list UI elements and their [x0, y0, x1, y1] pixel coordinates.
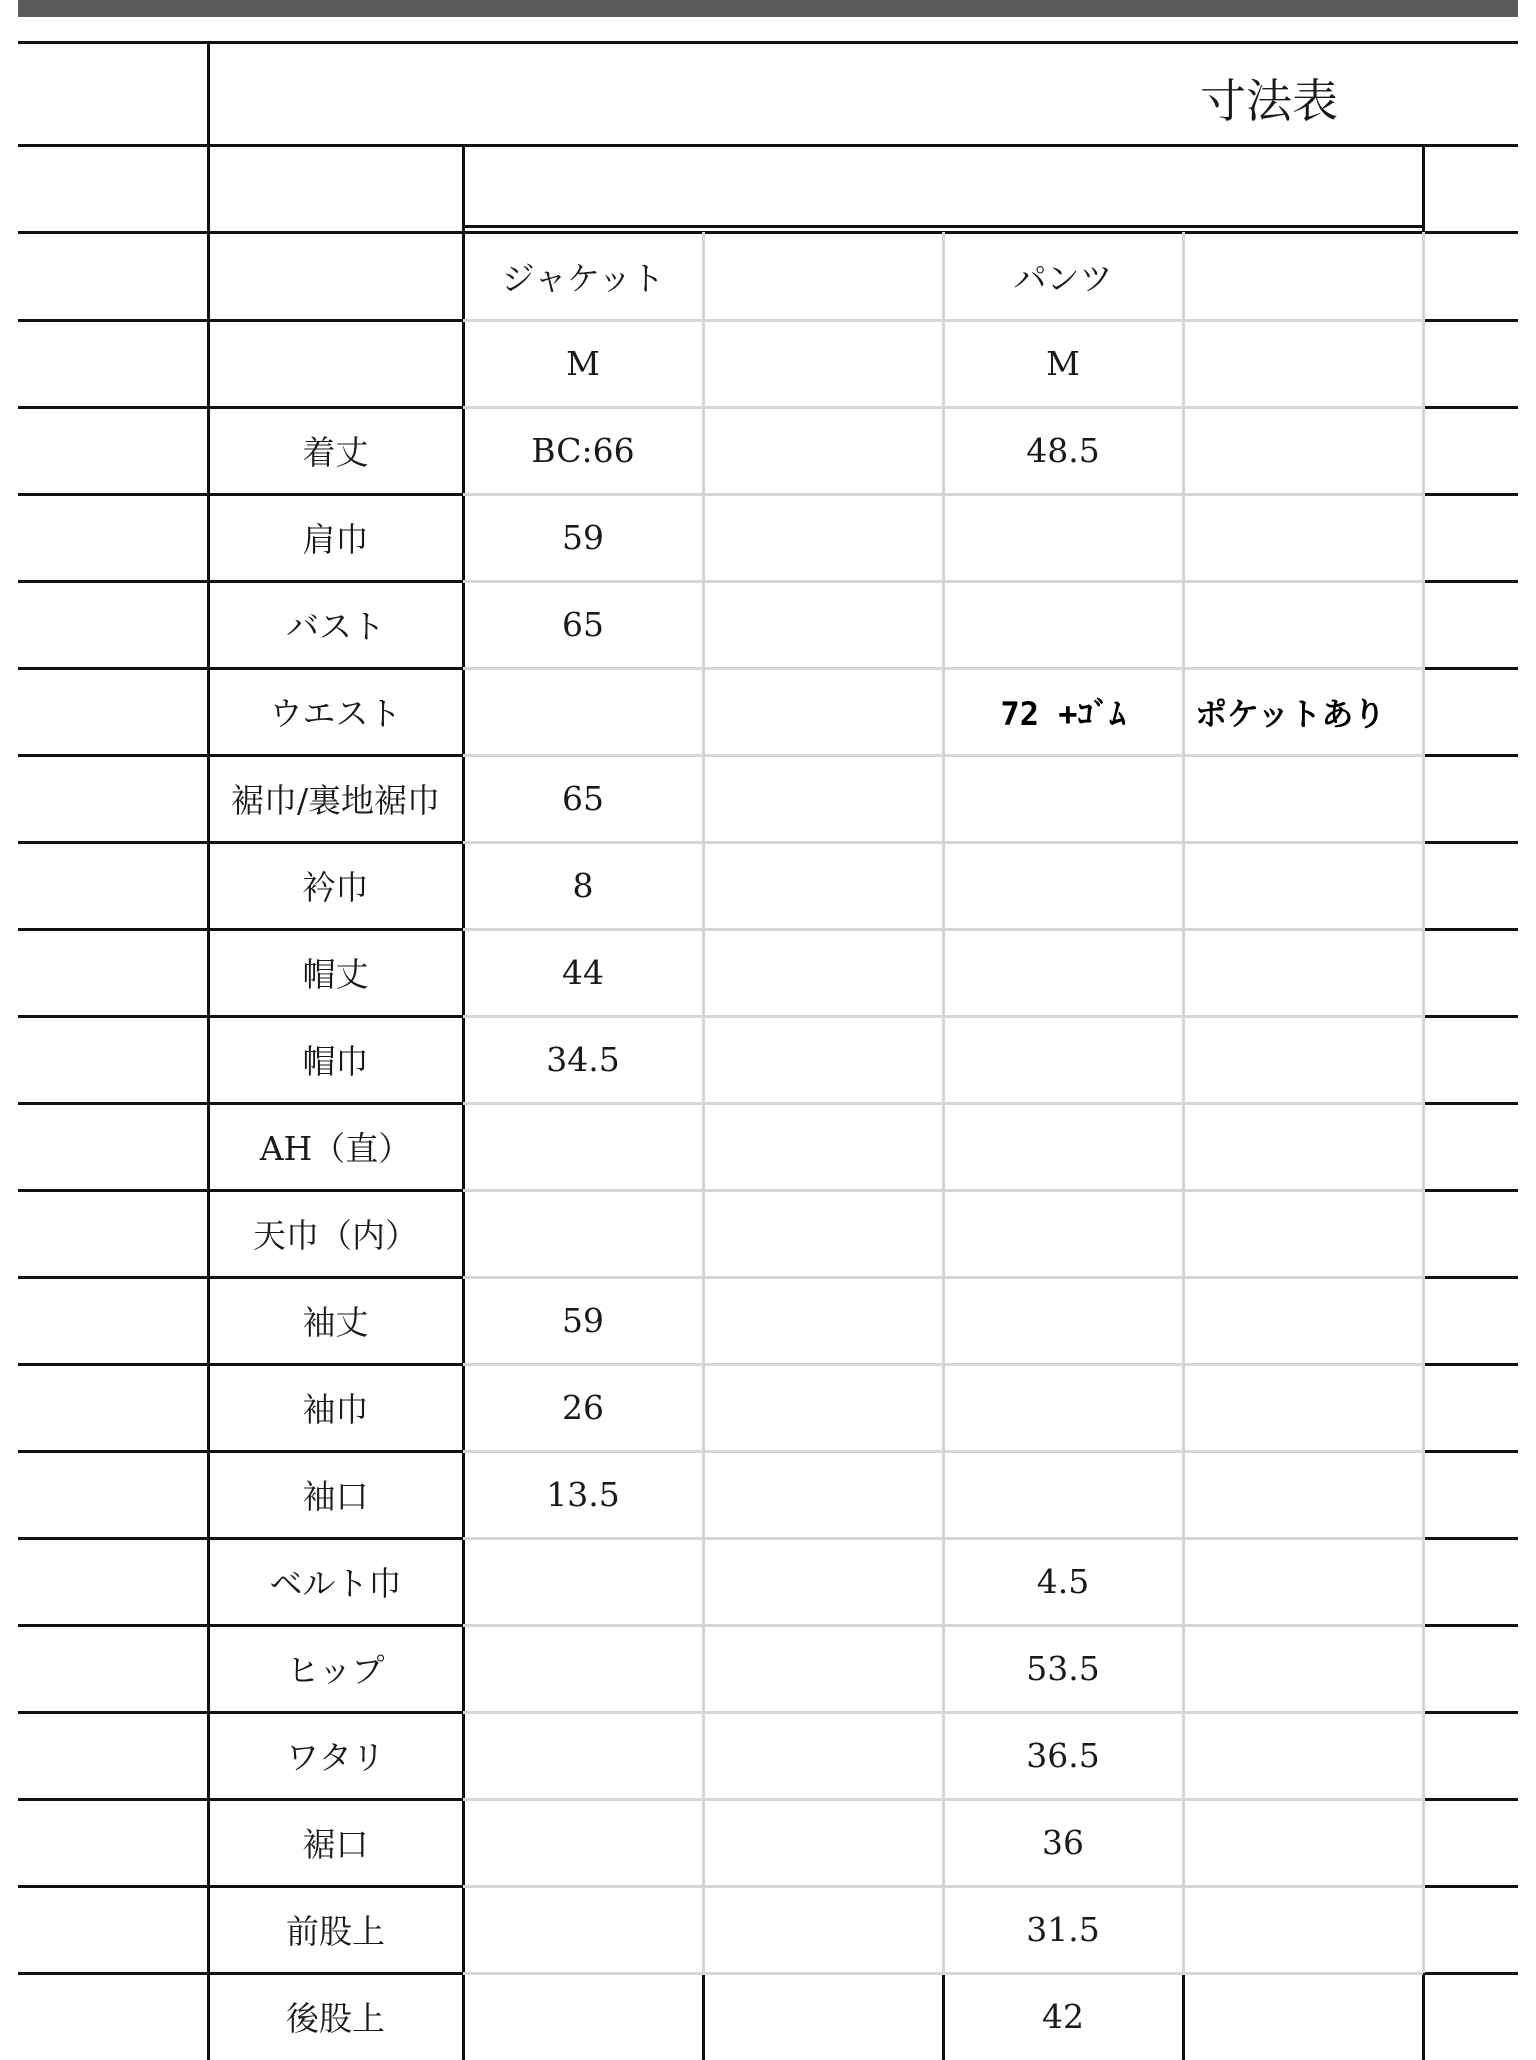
value-jacket: 44: [562, 953, 604, 992]
row-divider: [463, 225, 1423, 228]
column-divider: [1422, 1973, 1425, 2060]
value-pants: 36: [1042, 1823, 1084, 1862]
row-label: ワタリ: [286, 1738, 385, 1777]
value-jacket: 59: [562, 518, 604, 557]
value-note: ポケットあり: [1195, 694, 1386, 733]
size-pants: M: [1046, 344, 1080, 383]
column-divider: [1422, 145, 1425, 232]
row-label: 裾巾/裏地裾巾: [230, 781, 441, 820]
column-divider: [702, 1973, 705, 2060]
row-label: 袖巾: [302, 1390, 369, 1429]
value-jacket: 65: [562, 605, 604, 644]
column-header-jacket: ジャケット: [501, 258, 665, 298]
row-divider: [18, 231, 1518, 234]
value-pants: 31.5: [1026, 1910, 1100, 1949]
row-label: ヒップ: [286, 1651, 385, 1690]
value-pants: 42: [1042, 1997, 1084, 2036]
value-jacket: 8: [572, 866, 594, 905]
row-label: ウエスト: [269, 694, 402, 733]
row-divider: [18, 41, 1518, 44]
row-label: 袖丈: [302, 1303, 369, 1342]
row-label: 帽巾: [302, 1042, 369, 1081]
row-label: AH（直）: [259, 1129, 412, 1168]
page-title: 寸法表: [1200, 74, 1338, 128]
row-label: 肩巾: [302, 520, 369, 559]
value-jacket: 13.5: [546, 1475, 620, 1514]
row-label: 裾口: [302, 1825, 369, 1864]
row-label: 天巾（内）: [253, 1216, 418, 1255]
grid-line: [463, 1189, 1423, 1192]
top-bar: [18, 0, 1518, 17]
row-label: 袖口: [302, 1477, 369, 1516]
row-label: 後股上: [286, 1999, 385, 2038]
value-pants: 36.5: [1026, 1736, 1100, 1775]
value-jacket: 34.5: [546, 1040, 620, 1079]
value-pants: 72 +ｺﾞﾑ: [1000, 694, 1126, 733]
row-label: 前股上: [286, 1912, 385, 1951]
value-jacket: BC:66: [531, 431, 635, 470]
value-pants: 48.5: [1026, 431, 1100, 470]
column-header-pants: パンツ: [1013, 258, 1113, 298]
row-label: 着丈: [302, 433, 369, 472]
value-jacket: 65: [562, 779, 604, 818]
size-jacket: M: [566, 344, 600, 383]
row-divider: [18, 144, 1518, 147]
row-label: ベルト巾: [269, 1564, 402, 1603]
value-jacket: 26: [562, 1388, 604, 1427]
row-label: 帽丈: [302, 955, 369, 994]
row-label: バスト: [286, 607, 385, 646]
value-jacket: 59: [562, 1301, 604, 1340]
value-pants: 4.5: [1036, 1562, 1090, 1601]
value-pants: 53.5: [1026, 1649, 1100, 1688]
row-label: 衿巾: [302, 868, 369, 907]
